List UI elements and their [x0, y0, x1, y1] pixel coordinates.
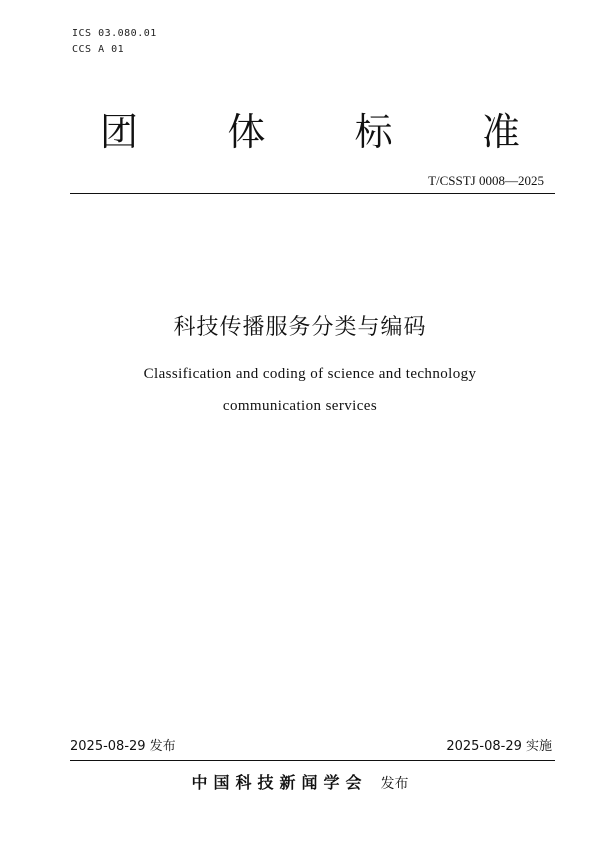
publish-date: 2025-08-29 发布: [70, 739, 176, 754]
title-chinese: 科技传播服务分类与编码: [173, 315, 427, 340]
issuer-name: 中国科技新闻学会: [191, 773, 368, 792]
standard-type-char: 体: [227, 110, 266, 154]
standard-type-heading: [100, 108, 520, 156]
issuer-line: [0, 770, 600, 793]
ics-code: ICS 03.080.01: [72, 28, 157, 39]
title-english-line-2: communication services: [222, 398, 378, 414]
standard-number: T/CSSTJ 0008—2025: [428, 173, 544, 188]
bottom-divider: [70, 760, 555, 761]
top-divider: [70, 193, 555, 194]
standard-type-char: 团: [100, 110, 139, 154]
implement-date: 2025-08-29 实施: [446, 739, 552, 754]
ccs-code: CCS A 01: [72, 44, 125, 55]
standard-type-char: 准: [481, 110, 520, 154]
standard-type-char: 标: [354, 110, 393, 154]
title-english-line-1: Classification and coding of science and technology: [143, 366, 477, 382]
issue-label: 发布: [380, 776, 409, 792]
